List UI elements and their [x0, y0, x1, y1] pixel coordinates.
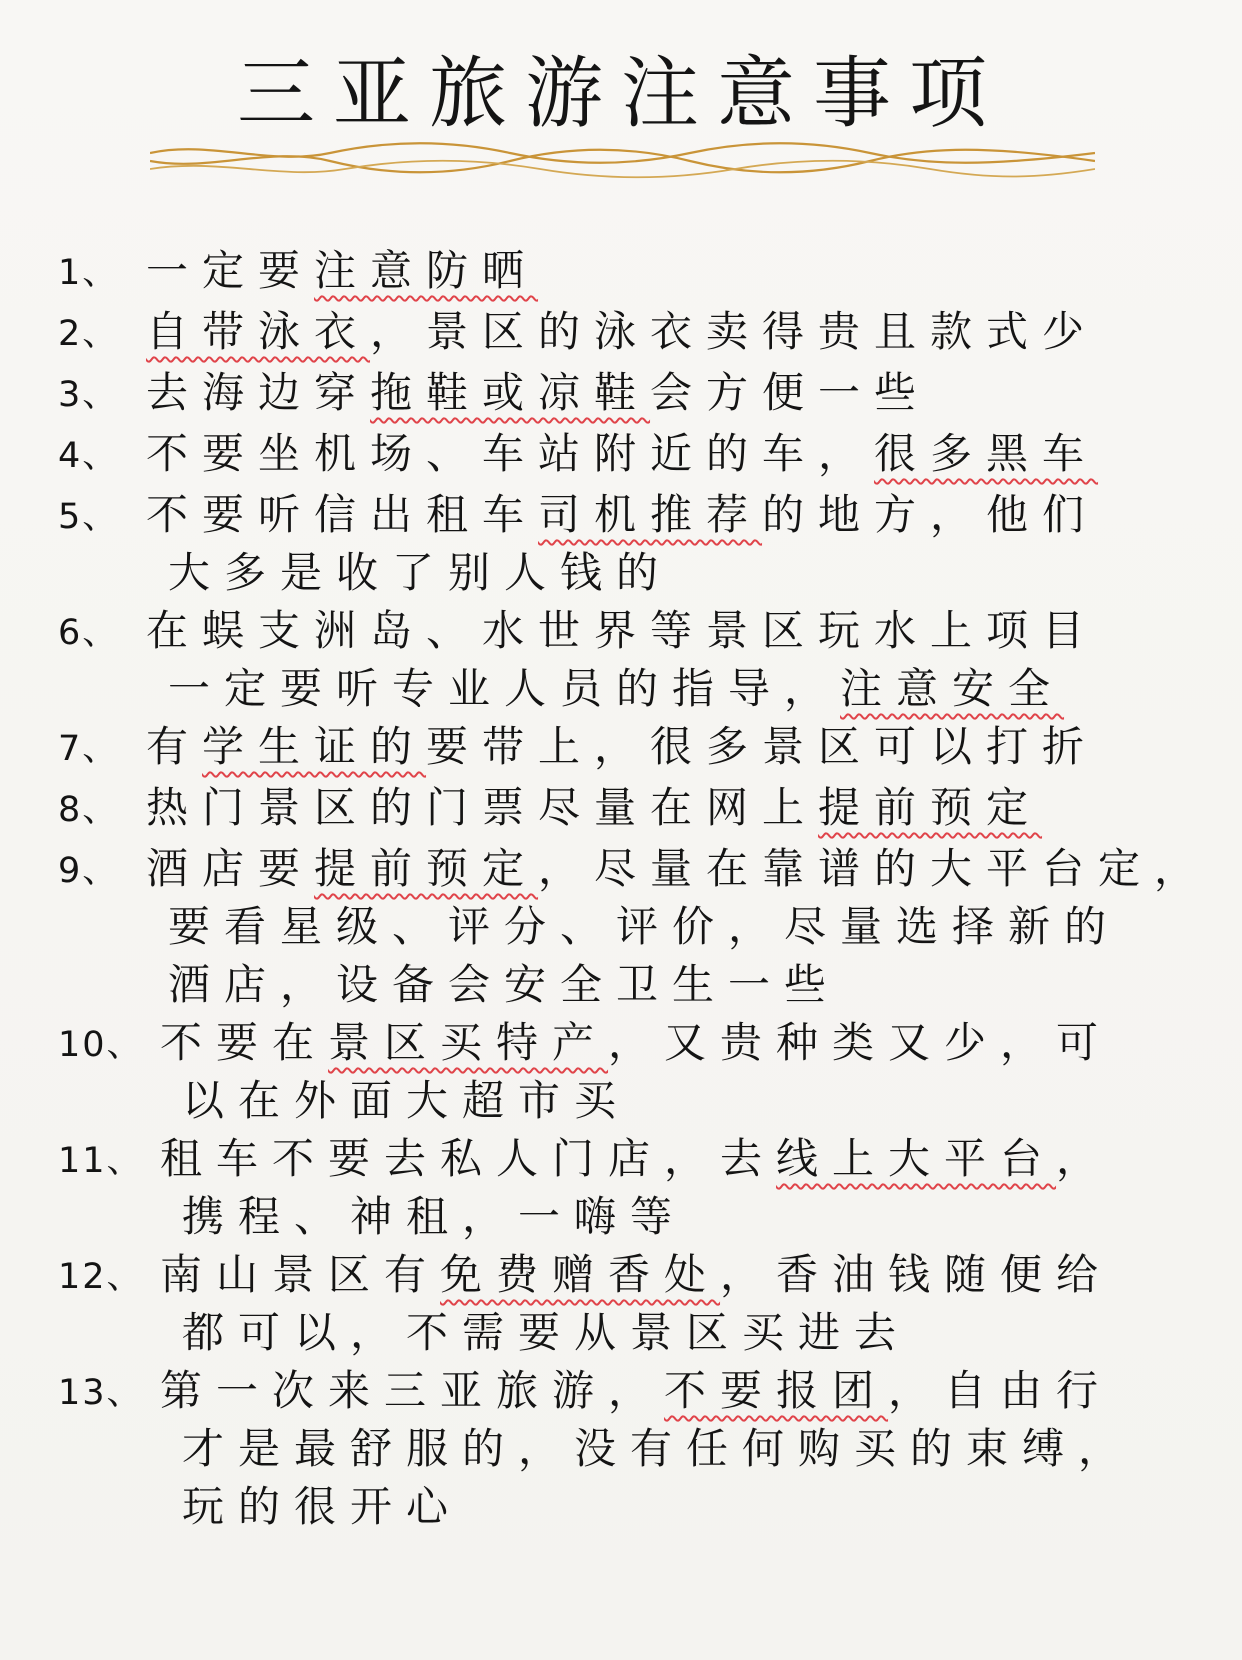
tip-number: 10、 — [58, 1025, 144, 1065]
highlighted-text: 注意防晒 — [314, 246, 539, 295]
tip-text: ，尽量在靠谱的大平台定， — [538, 844, 1211, 893]
tip-content — [146, 718, 1218, 776]
tip-text: 玩的很开心 — [182, 1482, 463, 1531]
tip-number: 11、 — [58, 1141, 144, 1181]
highlighted-text: 提前预定 — [818, 783, 1043, 832]
tip-item — [58, 425, 1218, 486]
tip-text: 一定要听专业人员的指导， — [168, 664, 841, 713]
highlighted-text: 自带泳衣 — [146, 307, 371, 356]
tip-text: 南山景区有 — [160, 1250, 441, 1299]
tip-line — [146, 486, 1218, 544]
tip-line — [160, 1420, 1218, 1478]
tip-item — [58, 1130, 1218, 1246]
tip-line — [146, 718, 1218, 776]
gold-wave-2 — [150, 150, 1095, 173]
tip-number: 9、 — [58, 851, 120, 891]
tip-item — [58, 1246, 1218, 1362]
tip-text: 不要听信出租车 — [146, 490, 539, 539]
tip-item — [58, 486, 1218, 602]
tip-line — [160, 1362, 1218, 1420]
tip-text: 要带上，很多景区可以打折 — [426, 722, 1099, 771]
tips-list — [58, 242, 1218, 1536]
tip-number: 6、 — [58, 613, 120, 653]
tip-line — [160, 1304, 1218, 1362]
tip-number: 1、 — [58, 253, 120, 293]
tip-line — [146, 425, 1218, 483]
tip-text: 都可以，不需要从景区买进去 — [182, 1308, 911, 1357]
tip-text: 会方便一些 — [650, 368, 931, 417]
tip-text: ， — [1056, 1134, 1113, 1183]
tip-line — [146, 840, 1218, 898]
highlighted-text: 免费赠香处 — [440, 1250, 721, 1299]
tip-line — [160, 1478, 1218, 1536]
tip-text: ，自由行 — [888, 1366, 1113, 1415]
tip-line — [160, 1188, 1218, 1246]
tip-number: 5、 — [58, 497, 120, 537]
tip-number: 3、 — [58, 375, 120, 415]
title-decoration — [150, 138, 1095, 184]
page-title: 三亚旅游注意事项 — [236, 49, 1005, 139]
tip-text: 第一次来三亚旅游， — [160, 1366, 665, 1415]
tip-text: 的地方，他们 — [762, 490, 1099, 539]
tip-text: ，香油钱随便给 — [720, 1250, 1113, 1299]
tip-line — [146, 364, 1218, 422]
tip-text: 不要在 — [160, 1018, 329, 1067]
tip-text: 大多是收了别人钱的 — [168, 548, 673, 597]
tip-text: 热门景区的门票尽量在网上 — [146, 783, 819, 832]
tip-item — [58, 779, 1218, 840]
tip-line — [146, 956, 1218, 1014]
tip-line — [146, 660, 1218, 718]
tip-text: 不要坐机场、车站附近的车， — [146, 429, 875, 478]
tip-content — [146, 364, 1218, 422]
tip-line — [160, 1246, 1218, 1304]
tip-number: 8、 — [58, 790, 120, 830]
tip-text: ，又贵种类又少，可 — [608, 1018, 1113, 1067]
tip-item — [58, 1362, 1218, 1536]
tip-content — [146, 303, 1218, 361]
tip-number: 12、 — [58, 1257, 144, 1297]
tip-line — [146, 602, 1218, 660]
tip-text: 才是最舒服的，没有任何购买的束缚， — [182, 1424, 1135, 1473]
highlighted-text: 线上大平台 — [776, 1134, 1057, 1183]
tip-content — [146, 425, 1218, 483]
tip-line — [146, 242, 1218, 300]
tip-number: 7、 — [58, 729, 120, 769]
tip-item — [58, 303, 1218, 364]
tip-number: 13、 — [58, 1373, 144, 1413]
tip-text: 酒店，设备会安全卫生一些 — [168, 960, 841, 1009]
tip-line — [160, 1072, 1218, 1130]
tip-content — [146, 779, 1218, 837]
tip-number: 2、 — [58, 314, 120, 354]
tip-text: 租车不要去私人门店，去 — [160, 1134, 777, 1183]
tip-text: 一定要 — [146, 246, 315, 295]
tip-item — [58, 718, 1218, 779]
tip-text: 携程、神租，一嗨等 — [182, 1192, 687, 1241]
tip-number: 4、 — [58, 436, 120, 476]
tip-text: 酒店要 — [146, 844, 315, 893]
highlighted-text: 司机推荐 — [538, 490, 763, 539]
tip-text: ，景区的泳衣卖得贵且款式少 — [370, 307, 1099, 356]
highlighted-text: 景区买特产 — [328, 1018, 609, 1067]
tip-line — [160, 1130, 1218, 1188]
tip-item — [58, 840, 1218, 1014]
highlighted-text: 提前预定 — [314, 844, 539, 893]
highlighted-text: 注意安全 — [840, 664, 1065, 713]
tip-content — [146, 486, 1218, 602]
tip-item — [58, 242, 1218, 303]
highlighted-text: 很多黑车 — [874, 429, 1099, 478]
tip-line — [146, 303, 1218, 361]
tip-content — [146, 242, 1218, 300]
tip-content — [160, 1246, 1218, 1362]
tip-content — [160, 1130, 1218, 1246]
tip-item — [58, 602, 1218, 718]
highlighted-text: 学生证的 — [202, 722, 427, 771]
highlighted-text: 拖鞋或凉鞋 — [370, 368, 651, 417]
tip-content — [146, 602, 1218, 718]
tip-content — [160, 1362, 1218, 1536]
tip-line — [160, 1014, 1218, 1072]
tip-text: 以在外面大超市买 — [182, 1076, 631, 1125]
tip-content — [160, 1014, 1218, 1130]
tip-text: 有 — [146, 722, 203, 771]
tip-text: 去海边穿 — [146, 368, 371, 417]
tip-item — [58, 1014, 1218, 1130]
tip-text: 要看星级、评分、评价，尽量选择新的 — [168, 902, 1121, 951]
tip-content — [146, 840, 1218, 1014]
highlighted-text: 不要报团 — [664, 1366, 889, 1415]
tip-text: 在蜈支洲岛、水世界等景区玩水上项目 — [146, 606, 1099, 655]
tip-line — [146, 779, 1218, 837]
tip-item — [58, 364, 1218, 425]
tip-line — [146, 544, 1218, 602]
gold-wave-1 — [150, 143, 1095, 163]
tip-line — [146, 898, 1218, 956]
